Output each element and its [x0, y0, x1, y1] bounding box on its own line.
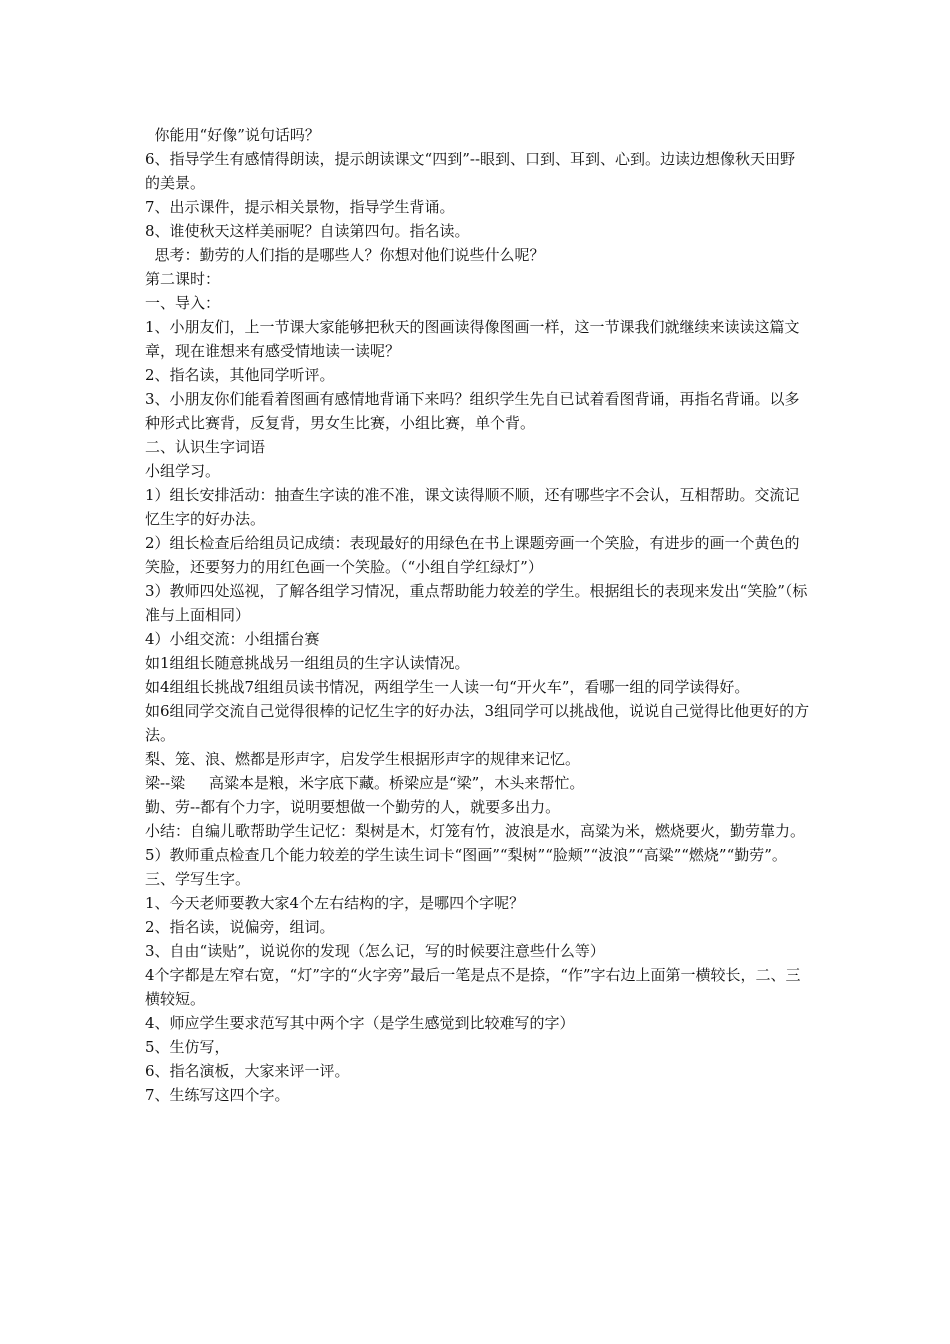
paragraph: 3、小朋友你们能看着图画有感情地背诵下来吗？组织学生先自已试着看图背诵，再指名背诵。以多种形式比赛背，反复背，男女生比赛，小组比赛，单个背。	[145, 390, 800, 432]
section-heading: 一、导入：	[145, 294, 221, 312]
paragraph: 2、指名读，说偏旁，组词。	[145, 918, 335, 936]
paragraph: 如4组组长挑战7组组员读书情况，两组学生一人读一句“开火车”，看哪一组的同学读得好。	[145, 678, 750, 696]
paragraph: 6、指导学生有感情得朗读，提示朗读课文“四到”--眼到、口到、耳到、心到。边读边想像秋天田野的美景。	[145, 150, 796, 192]
paragraph: 5、生仿写，	[145, 1038, 230, 1056]
paragraph: 5）教师重点检查几个能力较差的学生读生词卡“图画”“梨树”“脸颊”“波浪”“高粱”“燃烧”“勤劳”。	[145, 846, 787, 864]
paragraph: 梨、笼、浪、燃都是形声字，启发学生根据形声字的规律来记忆。	[145, 750, 581, 768]
paragraph: 如6组同学交流自己觉得很棒的记忆生字的好办法，3组同学可以挑战他，说说自己觉得比他更好的方法。	[145, 702, 810, 744]
paragraph: 2）组长检查后给组员记成绩：表现最好的用绿色在书上课题旁画一个笑脸，有进步的画一个黄色的笑脸，还要努力的用红色画一个笑脸。（“小组自学红绿灯”）	[145, 534, 800, 576]
paragraph: 思考：勤劳的人们指的是哪些人？你想对他们说些什么呢？	[145, 246, 545, 264]
paragraph: 4、师应学生要求范写其中两个字（是学生感觉到比较难写的字）	[145, 1014, 575, 1032]
paragraph: 勤、劳--都有个力字，说明要想做一个勤劳的人，就要多出力。	[145, 798, 561, 816]
paragraph: 小组学习。	[145, 462, 221, 480]
section-heading: 二、认识生字词语	[145, 438, 266, 456]
document-body	[145, 123, 810, 1107]
paragraph: 3、自由“读贴”，说说你的发现（怎么记，写的时候要注意些什么等）	[145, 942, 605, 960]
paragraph: 7、出示课件，提示相关景物，指导学生背诵。	[145, 198, 455, 216]
paragraph: 7、生练写这四个字。	[145, 1086, 290, 1104]
section-heading: 第二课时：	[145, 270, 221, 288]
paragraph: 1）组长安排活动：抽查生字读的准不准，课文读得顺不顺，还有哪些字不会认，互相帮助。交流记忆生字的好办法。	[145, 486, 800, 528]
paragraph: 1、小朋友们，上一节课大家能够把秋天的图画读得像图画一样，这一节课我们就继续来读读这篇文章，现在谁想来有感受情地读一读呢？	[145, 318, 800, 360]
paragraph: 8、谁使秋天这样美丽呢？自读第四句。指名读。	[145, 222, 470, 240]
paragraph: 4）小组交流：小组擂台赛	[145, 630, 320, 648]
paragraph: 小结：自编儿歌帮助学生记忆：梨树是木，灯笼有竹，波浪是水，高粱为米，燃烧要火，勤劳靠力。	[145, 822, 806, 840]
paragraph: 4个字都是左窄右宽，“灯”字的“火字旁”最后一笔是点不是捺，“作”字右边上面第一横较长，二、三横较短。	[145, 966, 801, 1008]
section-heading: 三、学写生字。	[145, 870, 251, 888]
paragraph: 1、今天老师要教大家4个左右结构的字，是哪四个字呢？	[145, 894, 525, 912]
paragraph: 如1组组长随意挑战另一组组员的生字认读情况。	[145, 654, 470, 672]
paragraph: 梁--粱 高粱本是粮，米字底下藏。桥梁应是“梁”，木头来帮忙。	[145, 774, 585, 792]
paragraph: 6、指名演板，大家来评一评。	[145, 1062, 350, 1080]
paragraph: 2、指名读，其他同学听评。	[145, 366, 335, 384]
paragraph: 3）教师四处巡视，了解各组学习情况，重点帮助能力较差的学生。根据组长的表现来发出“笑脸”（标准与上面相同）	[145, 582, 808, 624]
paragraph: 你能用“好像”说句话吗？	[145, 126, 320, 144]
